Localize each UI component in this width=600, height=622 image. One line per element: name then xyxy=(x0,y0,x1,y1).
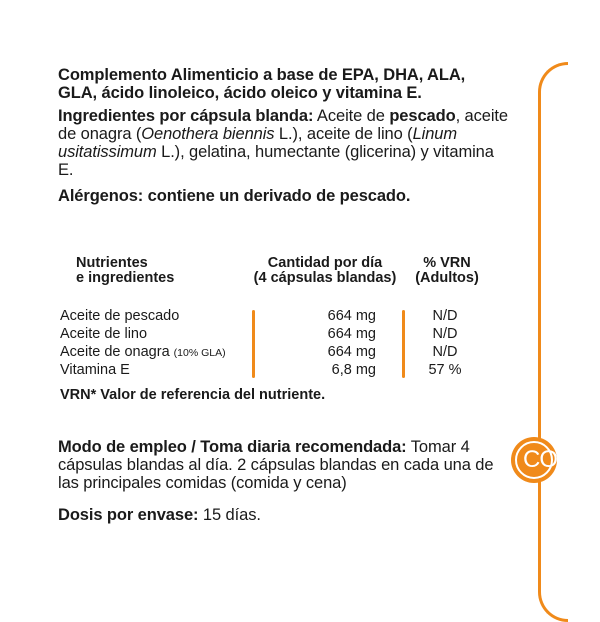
column-divider xyxy=(252,310,255,378)
vrn-footnote: VRN* Valor de referencia del nutriente. xyxy=(60,387,326,403)
usage-text: Tomar 4 cápsulas blandas al día. 2 cápsulas blandas en cada una de las principales comidas (comida y cena) xyxy=(58,438,494,492)
table-header-nutrients xyxy=(70,256,186,286)
right-margin xyxy=(568,0,600,600)
latin-name: Linum usitatissimum xyxy=(58,125,458,161)
allergens-statement: Alérgenos: contiene un derivado de pescado. xyxy=(58,187,411,205)
row-quantity: 6,8 mg xyxy=(331,362,376,378)
allergen-highlight: pescado xyxy=(389,107,456,125)
circle-badge xyxy=(511,437,557,483)
header-line: e ingredientes xyxy=(76,270,175,286)
row-name-note: (10% GLA) xyxy=(173,347,226,359)
dose-paragraph xyxy=(58,506,508,524)
dose-text: 15 días. xyxy=(198,506,261,524)
row-quantity: 664 mg xyxy=(327,326,376,342)
decorative-arc xyxy=(538,62,568,622)
header-line: (Adultos) xyxy=(415,270,479,286)
ingredients-text: L.), gelatina, humectante (glicerina) y vitamina E. xyxy=(58,143,494,179)
dose-label: Dosis por envase: xyxy=(58,506,199,524)
usage-paragraph xyxy=(58,438,508,492)
row-name xyxy=(60,343,226,362)
table-row xyxy=(60,307,500,325)
row-name: Aceite de pescado xyxy=(60,308,180,324)
usage-label: Modo de empleo / Toma diaria recomendada: xyxy=(58,438,407,456)
row-vrn: 57 % xyxy=(428,362,462,378)
header-line: Cantidad por día xyxy=(267,255,383,271)
product-description: Complemento Alimenticio a base de EPA, DHA, ALA, GLA, ácido linoleico, ácido oleico y vitamina E. xyxy=(58,66,466,102)
ingredients-text: , aceite de onagra ( xyxy=(58,107,508,143)
table-row xyxy=(60,361,500,379)
ingredients-text: Aceite de xyxy=(313,107,390,125)
header-line: Nutrientes xyxy=(76,255,148,271)
row-name: Aceite de lino xyxy=(60,326,148,342)
ingredients-text: L.), aceite de lino ( xyxy=(274,125,413,143)
badge-text: CO xyxy=(523,446,557,473)
ingredients-label: Ingredientes por cápsula blanda: xyxy=(58,107,314,125)
table-header-quantity xyxy=(242,256,408,286)
row-name-text: Aceite de onagra xyxy=(60,344,170,360)
row-quantity: 664 mg xyxy=(327,344,376,360)
row-vrn: N/D xyxy=(432,308,458,324)
header-line: (4 cápsulas blandas) xyxy=(253,270,397,286)
table-row xyxy=(60,325,500,343)
row-vrn: N/D xyxy=(432,344,458,360)
row-name: Vitamina E xyxy=(60,362,130,378)
column-divider xyxy=(402,310,405,378)
row-quantity: 664 mg xyxy=(327,308,376,324)
table-header-vrn xyxy=(405,256,489,286)
table-row xyxy=(60,343,500,361)
row-vrn: N/D xyxy=(432,326,458,342)
header-line: % VRN xyxy=(423,255,471,271)
latin-name: Oenothera biennis xyxy=(141,125,275,143)
ingredients-paragraph xyxy=(58,107,508,179)
